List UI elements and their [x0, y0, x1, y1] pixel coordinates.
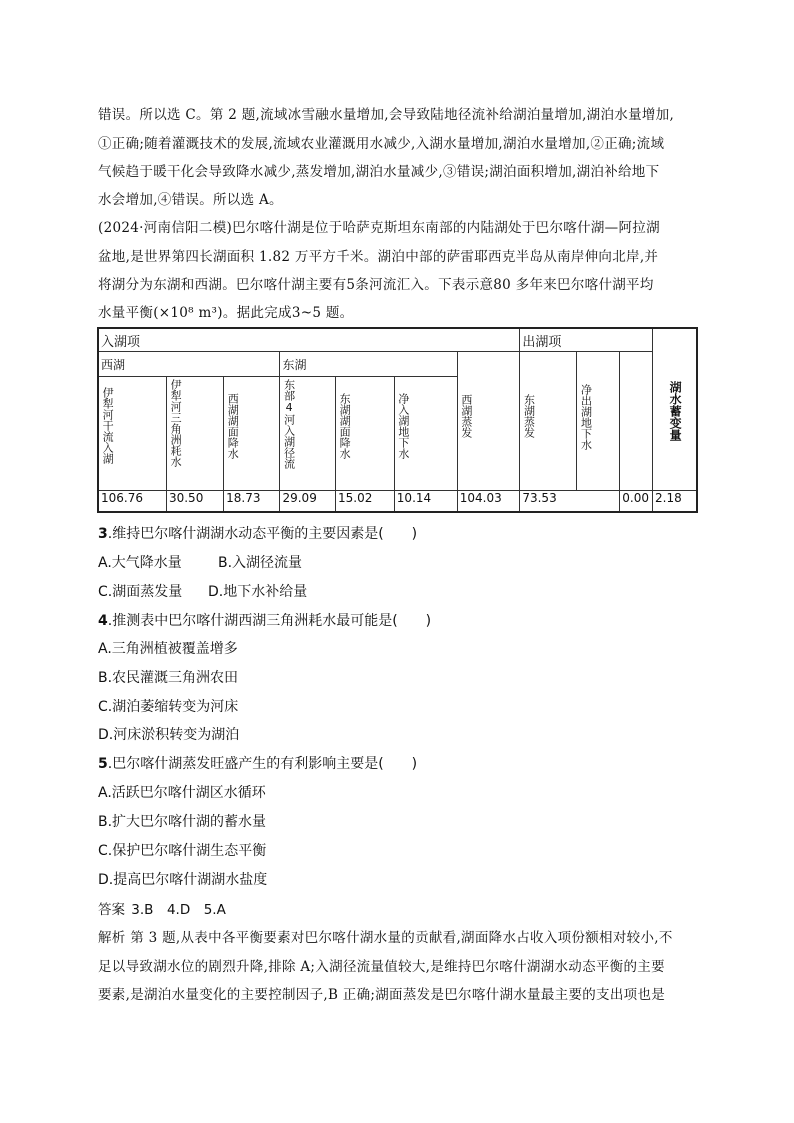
option: B.入湖径流量	[218, 555, 303, 571]
intro-line: 气候趋于暖干化会导致降水减少,蒸发增加,湖泊水量减少,③错误;湖泊面积增加,湖泊补给地下	[98, 164, 660, 180]
analysis-line: 解析 第 3 题,从表中各平衡要素对巴尔喀什湖水量的贡献看,湖面降水占收入项份额相对较小,不	[98, 930, 673, 946]
question-stem: 5.巴尔喀什湖蒸发旺盛产生的有利影响主要是( )	[98, 756, 418, 772]
inflow-header: 入湖项	[98, 328, 520, 352]
column-header: 东湖湖面降水	[338, 393, 352, 459]
column-header: 西湖湖面降水	[226, 393, 240, 459]
analysis-line: 要素,是湖泊水量变化的主要控制因子,B 正确;湖面蒸发是巴尔喀什湖水量最主要的支出项也是	[98, 987, 666, 1003]
option: C.湖面蒸发量	[98, 584, 183, 600]
analysis-label: 解析	[98, 930, 126, 946]
option: A.三角洲植被覆盖增多	[98, 641, 238, 657]
table-cell: 2.18	[653, 491, 697, 513]
question-stem: 3.维持巴尔喀什湖湖水动态平衡的主要因素是( )	[98, 526, 418, 542]
question-stem: 4.推测表中巴尔喀什湖西湖三角洲耗水最可能是( )	[98, 613, 432, 629]
answer-line	[98, 898, 226, 918]
option: A.大气降水量	[98, 555, 182, 571]
intro-line: 水会增加,④错误。所以选 A。	[98, 192, 283, 208]
answer-label: 答案	[98, 902, 125, 918]
option: D.河床淤积转变为湖泊	[98, 727, 240, 743]
table-cell: 15.02	[335, 491, 394, 513]
column-header: 伊犁河干流入湖	[101, 387, 115, 464]
west-lake-header: 西湖	[98, 352, 280, 377]
column-header: 东部4河入湖径流	[282, 379, 296, 469]
option: B.农民灌溉三角洲农田	[98, 670, 239, 686]
table-cell: 18.73	[224, 491, 280, 513]
column-header: 净入湖地下水	[396, 393, 410, 459]
option: A.活跃巴尔喀什湖区水循环	[98, 785, 266, 801]
table-cell: 106.76	[98, 491, 166, 513]
column-header: 净出湖地下水	[579, 384, 593, 450]
question-number: 5	[98, 756, 108, 772]
stem-line: 盆地,是世界第四长湖面积 1.82 万平方千米。湖泊中部的萨雷耶西克半岛从南岸伸向北岸,并	[98, 249, 659, 265]
east-lake-header: 东湖	[280, 352, 457, 377]
answer-text: 3.B 4.D 5.A	[131, 902, 226, 918]
stem-line: (2024·河南信阳二模)巴尔喀什湖是位于哈萨克斯坦东南部的内陆湖处于巴尔喀什湖—阿拉湖	[98, 220, 660, 236]
stem-line: 将湖分为东湖和西湖。巴尔喀什湖主要有5条河流汇入。下表示意80 多年来巴尔喀什湖平均	[98, 277, 654, 293]
option: C.保护巴尔喀什湖生态平衡	[98, 843, 267, 859]
option: D.提高巴尔喀什湖湖水盐度	[98, 872, 268, 888]
option: C.湖泊萎缩转变为河床	[98, 699, 239, 715]
column-header: 东湖蒸发	[522, 394, 536, 438]
column-header: 西湖蒸发	[459, 394, 473, 438]
intro-line: ①正确;随着灌溉技术的发展,流域农业灌溉用水减少,入湖水量增加,湖泊水量增加,②正确;流域	[98, 136, 665, 152]
option: D.地下水补给量	[208, 584, 308, 600]
table-cell: 29.09	[280, 491, 336, 513]
option: B.扩大巴尔喀什湖的蓄水量	[98, 814, 267, 830]
water-balance-table	[97, 327, 698, 513]
storage-header: 湖水蓄变量	[668, 380, 683, 441]
table-cell: 10.14	[394, 491, 457, 513]
question-number: 3	[98, 526, 108, 542]
intro-line: 错误。所以选 C。第 2 题,流域冰雪融水量增加,会导致陆地径流补给湖泊量增加,湖泊水量增加,	[98, 107, 675, 123]
outflow-header: 出湖项	[520, 328, 653, 352]
analysis-line: 足以导致湖水位的剧烈升降,排除 A;入湖径流量值较大,是维持巴尔喀什湖湖水动态平衡的主要	[98, 959, 665, 975]
question-number: 4	[98, 613, 108, 629]
stem-line: 水量平衡(×10⁸ m³)。据此完成3~5 题。	[98, 305, 354, 321]
table-cell: 30.50	[166, 491, 223, 513]
table-cell: 0.00	[620, 491, 653, 513]
table-cell: 104.03	[457, 491, 520, 513]
column-header: 伊犁河三角洲耗水	[169, 379, 183, 467]
table-cell: 73.53	[520, 491, 620, 513]
